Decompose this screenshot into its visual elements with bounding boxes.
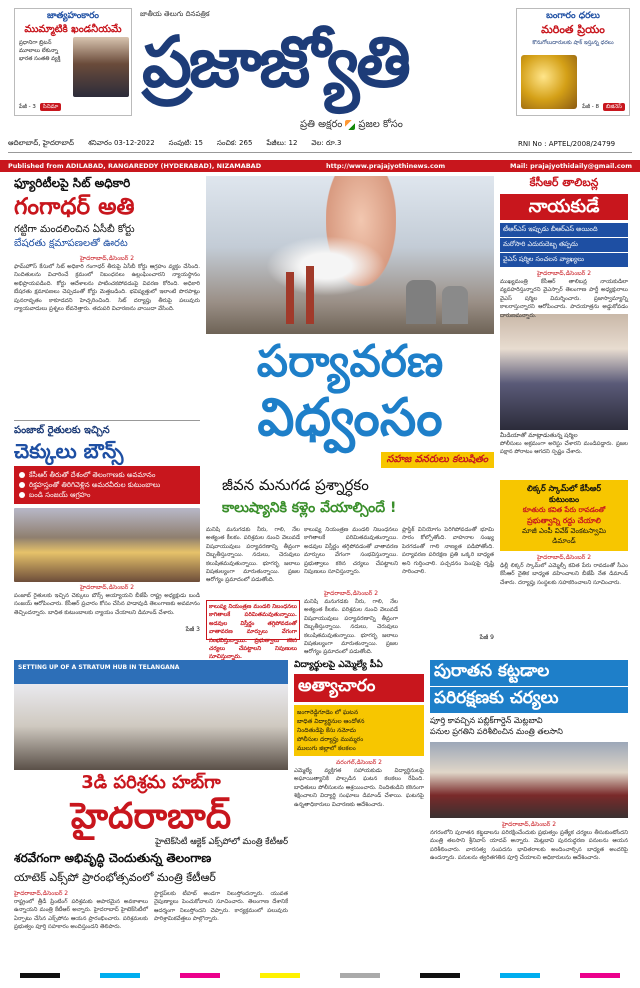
liquor-body: ఢిల్లీ లిక్కర్ స్కామ్‌లో ఎమ్మెల్సీ కవిత పేరు రావడంతో సీఎం కేసీఆర్ నైతిక బాధ్యత వహించాలని బీజేపీ నేత డిమాండ్ చేశారు. దర్యాప్తు సంస్థలకు సహకరించాలని సూచించారు. bbox=[500, 563, 628, 586]
sharmila-bullet: టీఆర్ఎస్ ఇప్పుడు బీఆర్ఎస్ అయింది bbox=[500, 223, 628, 237]
punjab-bullet: బండి సంజయ్ ఆగ్రహం bbox=[19, 490, 195, 500]
left-teaser-brand: సినిమా bbox=[40, 103, 61, 111]
mla-bullets bbox=[294, 705, 424, 756]
center-body-mid-dateline: హైదరాబాద్,డిసెంబర్ 2 bbox=[323, 590, 379, 597]
center-more[interactable]: పేజీ 9 bbox=[479, 634, 494, 641]
left-teaser-photo bbox=[73, 37, 129, 97]
right-teaser[interactable] bbox=[516, 8, 630, 116]
masthead-title: ప్రజాజ్యోతి bbox=[142, 21, 408, 103]
right-teaser-headline: మరింత ప్రియం bbox=[541, 23, 605, 36]
heritage-body: నగరంలోని పురాతన కట్టడాలను పరిరక్షించేందుకు ప్రభుత్వం ప్రత్యేక చర్యలు తీసుకుంటోందని మంత్రి తలసాని శ్రీనివాస్ యాదవ్ అన్నారు. మెట్లబావి పునరుద్ధరణ పనులను ఆయన పరిశీలించారు. వారసత్వ సంపదను భావితరాలకు అందించాల్సిన బాధ్యత అందరిపై ఉందన్నారు. పనులను త్వరితగతిన పూర్తి చేయాలని అధికారులను ఆదేశించారు. bbox=[430, 830, 628, 862]
heritage-dateline: హైదరాబాద్,డిసెంబర్ 2 bbox=[501, 821, 557, 828]
panchangam-line bbox=[8, 152, 632, 158]
right-teaser-more[interactable]: పేజీ - 8 bbox=[582, 104, 600, 110]
center-sub-tag: సహజ వనరులు కలుషితం bbox=[381, 452, 494, 468]
publisher-left: Published from ADILABAD, RANGAREDDY (HYDERABAD), NIZAMABAD bbox=[8, 162, 262, 170]
slogan-flag-icon bbox=[345, 120, 355, 130]
hyd-headline-small: 3డి పరిశ్రమ హబ్‌గా bbox=[81, 772, 221, 793]
story-punjab-more[interactable]: పేజీ 3 bbox=[185, 626, 200, 633]
hyd-banner: SETTING UP OF A STRATUM HUB IN TELANGANA bbox=[18, 664, 180, 671]
heritage-sub2: పనుల ప్రగతిని పరిశీలించిన మంత్రి తలసాని bbox=[430, 727, 563, 736]
story-sharmila[interactable] bbox=[500, 176, 628, 472]
story-punjab-kicker: పంజాబ్ రైతులకు ఇచ్చిన bbox=[14, 425, 110, 436]
hyd-dateline: హైదరాబాద్,డిసెంబర్ 2 bbox=[14, 890, 69, 897]
slogan-right: ప్రజల కోసం bbox=[358, 119, 403, 130]
center-photo bbox=[206, 176, 494, 334]
center-deck2: కాలుష్యానికి కళ్లెం వేయాల్సిందే ! bbox=[222, 500, 397, 516]
heritage-sub1: పూర్తి కావచ్చిన పబ్లిక్‌గార్డెన్ మెట్లబావి bbox=[430, 716, 543, 725]
story-sit-kicker: ఫ్యూరిటీలపై సిట్ అధికారి bbox=[14, 176, 131, 190]
liquor-dateline: హైదరాబాద్,డిసెంబర్ 2 bbox=[536, 554, 592, 561]
story-punjab-dateline: హైదరాబాద్,డిసెంబర్ 2 bbox=[79, 584, 135, 591]
hyd-photo bbox=[14, 660, 288, 770]
left-teaser-kicker: జాత్యహంకారం bbox=[47, 11, 99, 21]
dateline-volume: సంపుటి: 15 bbox=[168, 139, 203, 147]
heritage-headline1: పురాతన కట్టడాల bbox=[430, 660, 628, 686]
masthead-slogan bbox=[300, 118, 403, 132]
liquor-line2: కుటుంబం bbox=[549, 495, 579, 504]
story-sit[interactable] bbox=[14, 176, 200, 416]
story-sharmila-caption: మీడియాతో మాట్లాడుతున్న షర్మిల bbox=[500, 432, 578, 439]
mla-dateline: వరంగల్,డిసెంబర్ 2 bbox=[335, 759, 382, 766]
cooling-tower bbox=[406, 280, 436, 324]
center-body-left-text: మనిషి మనుగడకు నీరు, గాలి, నేల అత్యంత కీలకం. పరిశ్రమల నుంచి వెలువడే విషవాయువులు పర్యావరణాన్ని తీవ్రంగా దెబ్బతీస్తున్నాయి. నదులు, చెరువులు కలుషితమవుతున్నాయి. భూగర్భ జలాలు విషతుల్యంగా మారుతున్నాయి. ప్రజల ఆరోగ్యం ప్రమాదంలో పడుతోంది. bbox=[206, 527, 300, 584]
liquor-line3: కూతురు కవిత పేరు రావడంతో bbox=[522, 506, 606, 514]
right-teaser-brand: బిజినెస్ bbox=[603, 103, 625, 111]
right-teaser-kicker: బంగారం ధరలు bbox=[546, 11, 600, 21]
center-body-left bbox=[206, 526, 300, 661]
hyd-sub2: శరవేగంగా అభివృద్ధి చెందుతున్న తెలంగాణ bbox=[14, 851, 212, 865]
slogan-left: ప్రతి అక్షరం bbox=[300, 119, 343, 130]
mla-headline: అత్యాచారం bbox=[294, 674, 424, 702]
heritage-photo bbox=[430, 742, 628, 818]
center-headline-line1: పర్యావరణ bbox=[256, 336, 444, 387]
center-headline[interactable] bbox=[206, 336, 494, 470]
dateline-pages: పేజీలు: 12 bbox=[266, 139, 298, 147]
liquor-box bbox=[500, 480, 628, 551]
registration-bar bbox=[0, 970, 640, 980]
hyd-body-left: రాష్ట్రంలో త్రీడీ ప్రింటింగ్ పరిశ్రమకు అపారమైన అవకాశాలు ఉన్నాయని మంత్రి కేటీఆర్ అన్నారు. హైదరాబాద్ హైటెక్‌సిటీలో ఏర్పాటు చేసిన ఎక్స్‌పోను ఆయన ప్రారంభించారు. పరిశ్రమలకు ప్రభుత్వం పూర్తి సహకారం అందిస్తుందని తెలిపారు. bbox=[14, 899, 148, 931]
punjab-bullet: కేసీఆర్ తీరుతో దేశంలో తెలంగాణకు అవమానం bbox=[19, 470, 195, 480]
story-sharmila-dateline: హైదరాబాద్,డిసెంబర్ 2 bbox=[536, 270, 592, 277]
center-deck1: జీవన మనుగడ ప్రశ్నార్ధకం bbox=[222, 476, 369, 494]
bullet-dot-icon bbox=[19, 472, 25, 478]
mla-bullet: నిందితుడిపై కేసు నమోదు bbox=[297, 727, 356, 734]
cooling-tower bbox=[442, 286, 468, 324]
liquor-line6: డిమాండ్ bbox=[552, 537, 576, 545]
left-teaser-body: ప్రధానిగా బ్రిటన్ మూలాలు లేకున్నా భారత సంతతి వ్యక్తి bbox=[19, 40, 61, 62]
smoke-plume bbox=[266, 236, 386, 296]
story-sharmila-kicker: కేసీఆర్ తాలిబన్ల bbox=[529, 176, 599, 189]
sharmila-bullet: మరోసారి ఎదురుదెబ్బ తప్పదు bbox=[500, 238, 628, 252]
mla-body: ఎమ్మెల్యే వ్యక్తిగత సహాయకుడు విద్యార్థినులపై అఘాయిత్యానికి పాల్పడిన ఘటన కలకలం రేపింది. బాధితులు పోలీసులను ఆశ్రయించారు. నిందితుడిని కఠినంగా శిక్షించాలని విద్యార్థి సంఘాలు డిమాండ్ చేశాయి. ఘటనపై ఉన్నతాధికారులు విచారణకు ఆదేశించారు. bbox=[294, 768, 424, 808]
rni-number: RNI No : APTEL/2008/24799 bbox=[518, 140, 616, 148]
heritage-headline2: పరిరక్షణకు చర్యలు bbox=[430, 687, 628, 713]
left-teaser-headline: ముమ్మాటికి ఖండనీయమే bbox=[24, 24, 122, 35]
center-quote-box: కాలుష్య నియంత్రణ మండలి నిబంధనలు కాగితాలకే పరిమితమవుతున్నాయి. అడవుల విస్తీర్ణం తగ్గిపోవడంతో వాతావరణ మార్పులు వేగంగా సంభవిస్తున్నాయి. ప్రభుత్వాలు కఠిన చర్యలు చేపట్టాలని నిపుణులు సూచిస్తున్నారు. bbox=[206, 600, 300, 640]
dateline-price: వెల: రూ.3 bbox=[311, 139, 342, 147]
hyd-sub3: యాటెక్ ఎక్స్‌పో ప్రారంభోత్సవంలో మంత్రి కేటీఆర్ bbox=[14, 871, 216, 884]
punjab-bullet: రిక్తహస్తంతో తిరిగివెళ్లిన అమరవీరుల కుటుంబాలు bbox=[19, 480, 195, 490]
story-sit-headline: గంగాధర్ అతి bbox=[14, 194, 135, 220]
liquor-line1: లిక్కర్ స్కామ్‌లో కేసీఆర్ bbox=[527, 484, 601, 493]
mla-bullet: ములుగు జిల్లాలో కలకలం bbox=[297, 745, 356, 752]
mla-bullet: పోలీసుల దర్యాప్తు ముమ్మరం bbox=[297, 736, 364, 743]
liquor-line5: మాజీ ఎంపీ వివేక్ వెంకటస్వామి bbox=[522, 527, 606, 535]
bullet-dot-icon bbox=[19, 482, 25, 488]
sharmila-bullet: వైఎస్ షర్మిల సంచలన వ్యాఖ్యలు bbox=[500, 253, 628, 267]
masthead bbox=[0, 0, 640, 172]
story-punjab-body: పంజాబ్ రైతులకు ఇచ్చిన చెక్కులు బౌన్స్ అయ్యాయని బీజేపీ రాష్ట్ర అధ్యక్షుడు బండి సంజయ్ ఆరోపించారు. కేసీఆర్ ప్రచారం కోసం చేసిన హడావుడి తెలంగాణకు అవమానం తెచ్చిందన్నారు. బాధిత కుటుంబాలకు న్యాయం చేయాలని డిమాండ్ చేశారు. bbox=[14, 593, 200, 616]
story-heritage[interactable] bbox=[430, 660, 628, 960]
story-hyd[interactable] bbox=[14, 660, 288, 960]
mla-kicker: విద్యార్థులపై ఎమ్మెల్యే పీఏ bbox=[294, 660, 383, 670]
chimney bbox=[306, 266, 314, 324]
story-sit-sub1: గట్టిగా మందలించిన ఏసీబీ కోర్టు bbox=[14, 224, 135, 235]
story-punjab-headline: చెక్కులు బౌన్స్ bbox=[14, 439, 124, 463]
story-sharmila-body2: పోలీసులు అక్రమంగా అరెస్టు చేశారని మండిపడ్డారు. ప్రజల పక్షాన పోరాటం ఆగదని స్పష్టం చేశారు. bbox=[500, 441, 628, 456]
hyd-body-right: స్టార్టప్‌లకు టీహబ్ అండగా నిలుస్తోందన్నారు. యువత నైపుణ్యాలు పెంచుకోవాలని సూచించారు. తెలంగాణ దేశానికే ఆదర్శంగా నిలుస్తోందని చెప్పారు. కార్యక్రమంలో పలువురు పారిశ్రామికవేత్తలు పాల్గొన్నారు. bbox=[154, 891, 288, 923]
hyd-sub1: హైటెక్‌సిటీ ఆక్టెక్ ఎక్స్‌పోలో మంత్రి కేటీఆర్ bbox=[155, 837, 288, 847]
story-sharmila-bullets bbox=[500, 223, 628, 267]
right-teaser-photo bbox=[521, 55, 577, 109]
story-sit-sub2: బేషరతు క్షమాపణలతో ఊరట bbox=[14, 238, 128, 249]
story-punjab-bullets bbox=[14, 466, 200, 504]
story-liquor[interactable] bbox=[500, 480, 628, 650]
story-sharmila-photo bbox=[500, 314, 628, 430]
story-sit-dateline: హైదరాబాద్,డిసెంబర్ 2 bbox=[79, 255, 135, 262]
mla-bullet: బాధిత విద్యార్థినుల ఆందోళన bbox=[297, 718, 365, 725]
mla-bullet: జంగారెడ్డిగూడెం లో ఘటన bbox=[297, 709, 359, 716]
story-sharmila-body: ముఖ్యమంత్రి కేసీఆర్ తాలిబన్ల నాయకుడిలా వ్యవహరిస్తున్నారని వైఎస్సార్ తెలంగాణ పార్టీ అధ్యక్షురాలు వైఎస్ షర్మిల విమర్శించారు. ప్రజాస్వామ్యాన్ని కాలరాస్తున్నారని ఆరోపించారు. పాదయాత్రను అడ్డుకోవడం దారుణమన్నారు. bbox=[500, 279, 628, 319]
dateline-edition: ఆదిలాబాద్, హైదరాబాద్ bbox=[8, 139, 74, 147]
publisher-mail[interactable]: Mail: prajajyothidaily@gmail.com bbox=[509, 162, 632, 170]
publisher-bar bbox=[0, 160, 640, 172]
left-teaser-more[interactable]: పేజీ - 3 bbox=[19, 104, 36, 110]
left-teaser[interactable] bbox=[14, 8, 132, 116]
right-teaser-body: కొనుగోలుదారులకు షాక్ ఇస్తున్న ధరలు bbox=[532, 40, 614, 46]
center-body-right: ప్లాస్టిక్ వినియోగం పెరిగిపోవడంతో భూమి సారం కోల్పోతోంది. వాహనాల సంఖ్య పెరగడంతో గాలి నాణ్యత పడిపోతోంది. పర్యావరణ పరిరక్షణ ప్రతి ఒక్కరి బాధ్యత అని గుర్తించాలి. పచ్చదనం పెంపుపై దృష్టి సారించాలి. పేజీ 9 bbox=[402, 527, 494, 641]
story-sharmila-headline: నాయకుడే bbox=[500, 194, 628, 220]
liquor-line4: ప్రభుత్వాన్ని రద్దు చేయాలి bbox=[527, 516, 601, 525]
hyd-headline-big: హైదరాబాద్ bbox=[70, 796, 232, 837]
masthead-tagline: జాతీయ తెలుగు దినపత్రిక bbox=[140, 10, 210, 18]
bullet-dot-icon bbox=[19, 492, 25, 498]
story-sit-body: ఫామ్‌హౌస్ కేసులో సిట్ అధికారి గంగాధర్ తీరుపై ఏసీబీ కోర్టు ఆగ్రహం వ్యక్తం చేసింది. నిందితులను విచారించే క్రమంలో నిబంధనలు ఉల్లంఘించారని న్యాయస్థానం అభిప్రాయపడింది. కోర్టు ఆదేశాలను పాటించకపోవడంపై వివరణ కోరింది. అధికారి బేషరతు క్షమాపణలు చెప్పడంతో కోర్టు మెత్తబడింది. భవిష్యత్తులో ఇలాంటి పొరపాట్లు పునరావృతం కాకూడదని హెచ్చరించింది. సిట్ దర్యాప్తు తీరుపై పలువురు న్యాయవాదులు ప్రశ్నలు లేవనెత్తారు. తదుపరి విచారణను వాయిదా వేసింది. bbox=[14, 264, 200, 313]
center-body-mid: కాలుష్య నియంత్రణ మండలి నిబంధనలు కాగితాలకే పరిమితమవుతున్నాయి. అడవుల విస్తీర్ణం తగ్గిపోవడంతో వాతావరణ మార్పులు వేగంగా సంభవిస్తున్నాయి. ప్రభుత్వాలు కఠిన చర్యలు చేపట్టాలని నిపుణులు సూచిస్తున్నారు. హైదరాబాద్,డిసెంబర్ 2 మనిషి మనుగడకు నీరు, గాలి, నేల అత్యంత కీలకం. పరిశ్రమల నుంచి వెలువడే విషవాయువులు పర్యావరణాన్ని తీవ్రంగా దెబ్బతీస్తున్నాయి. నదులు, చెరువులు కలుషితమవుతున్నాయి. భూగర్భ జలాలు విషతుల్యంగా మారుతున్నాయి. ప్రజల ఆరోగ్యం ప్రమాదంలో పడుతోంది. bbox=[304, 527, 398, 656]
story-punjab[interactable] bbox=[14, 424, 200, 652]
dateline-bar bbox=[0, 138, 514, 150]
publisher-web[interactable]: http://www.prajajyothinews.com bbox=[325, 162, 446, 170]
divider-left bbox=[14, 420, 200, 421]
center-headline-line2: విధ్వంసం bbox=[257, 388, 443, 448]
chimney bbox=[286, 272, 294, 324]
dateline-date: శనివారం 03-12-2022 bbox=[87, 139, 155, 147]
dateline-issue: సంచిక: 265 bbox=[217, 139, 253, 147]
story-mla[interactable] bbox=[294, 660, 424, 960]
story-punjab-photo bbox=[14, 508, 200, 582]
